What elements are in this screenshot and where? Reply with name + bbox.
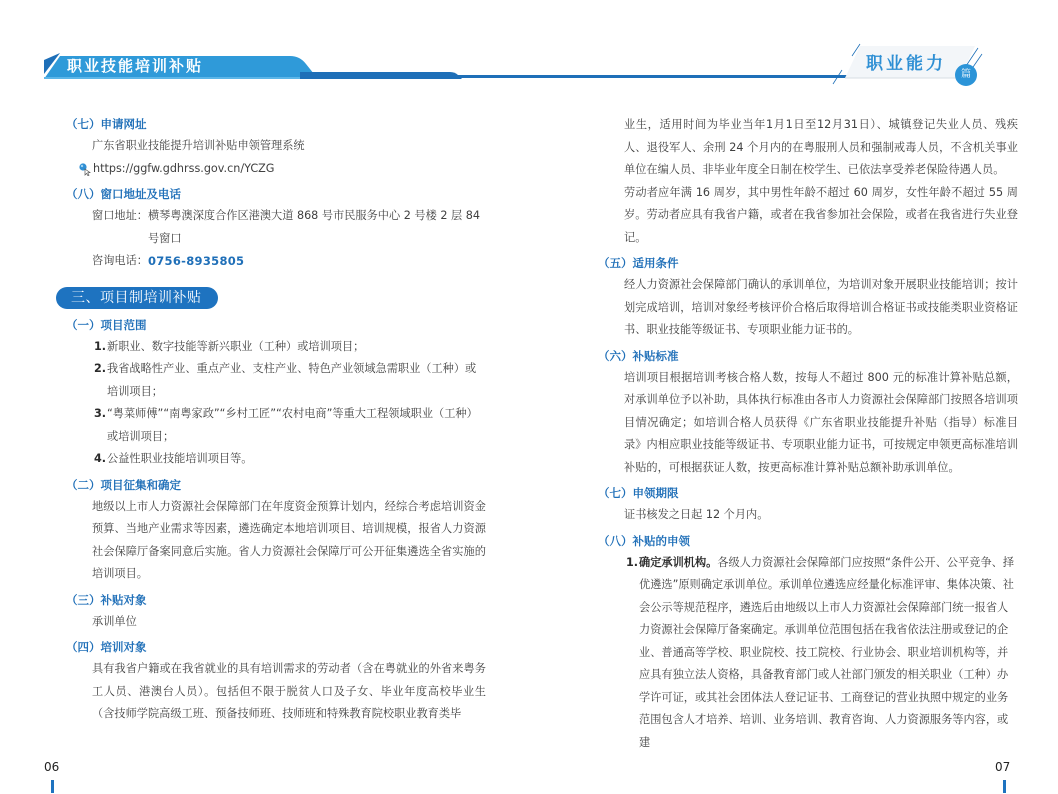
- chapter-badge: 篇: [955, 64, 977, 86]
- page-header-banner: [0, 0, 1058, 100]
- chapter-pill-project-training-subsidy: 三、项目制培训补贴: [56, 287, 218, 309]
- phone-row: [66, 250, 486, 273]
- address-value: 横琴粤澳深度合作区港澳大道 868 号市民服务中心 2 号楼 2 层 84 号窗口: [147, 209, 480, 245]
- list-item: [598, 552, 1018, 755]
- age-requirement-text: 劳动者应年满 16 周岁，其中男性年龄不超过 60 周岁，女性年龄不超过 55 周岁。劳动者应具有我省户籍，或者在我省参加社会保险，或者在我省进行失业登记。: [624, 185, 1018, 244]
- heading-applicable-conditions: （五）适用条件: [598, 256, 679, 270]
- page-number-right: 07: [995, 760, 1011, 774]
- list-number: 2.: [94, 362, 107, 375]
- phone-number: 0756-8935805: [147, 254, 245, 268]
- heading-application-period: （七）申领期限: [598, 486, 679, 500]
- application-url-link[interactable]: https://ggfw.gdhrss.gov.cn/YCZG: [93, 161, 275, 175]
- list-item: [66, 448, 486, 471]
- subsidy-standard-text: 培训项目根据培训考核合格人数，按每人不超过 800 元的标准计算补贴总额，对承训单位予以补助，具体执行标准由各市人力资源社会保障部门按照各培训项目情况确定；如培训合格人员获得《广东省职业技能提升补贴（指导）标准目录》内相应职业技能等级证书、专项职业能力证书，可按规定申领更高标准培训补贴的，可根据获证人数，按更高标准计算补贴总额补助承训单位。: [624, 370, 1018, 474]
- list-item: [66, 336, 486, 359]
- chapter-tab-title: 职业能力: [866, 54, 946, 74]
- list-number: 1.: [626, 555, 639, 569]
- list-number: 3.: [94, 407, 107, 420]
- page-marker-right: [1003, 780, 1006, 793]
- project-collection-text: 地级以上市人力资源社会保障部门在年度资金预算计划内，经综合考虑培训资金预算、当地产业需求等因素，遴选确定本地培训项目、培训规模，报省人力资源社会保障厅备案同意后实施。省人力资源社会保障厅可公开征集遴选全省实施的培训项目。: [92, 499, 486, 580]
- address-row: [66, 205, 486, 250]
- training-target-text: 具有我省户籍或在我省就业的具有培训需求的劳动者（含在粤就业的外省来粤务工人员、港澳台人员）。包括但不限于脱贫人口及子女、毕业年度高校毕业生（含技师学院高级工班、预备技师班、技师班和特殊教育院校职业教育类毕: [92, 662, 486, 720]
- page-number-left: 06: [44, 760, 60, 774]
- application-period-text: 证书核发之日起 12 个月内。: [624, 508, 769, 521]
- heading-window-address: （八）窗口地址及电话: [66, 187, 181, 201]
- right-page-content: [598, 114, 1018, 754]
- subsidy-target-text: 承训单位: [92, 614, 137, 628]
- heading-subsidy-target: （三）补贴对象: [66, 592, 147, 607]
- url-line: [66, 158, 486, 181]
- heading-project-scope: （一）项目范围: [66, 317, 147, 332]
- phone-label: 咨询电话：: [92, 254, 148, 267]
- applicable-conditions-text: 经人力资源社会保障部门确认的承训单位，为培训对象开展职业技能培训；按计划完成培训，培训对象经考核评价合格后取得培训合格证书或技能类职业资格证书、职业技能等级证书、专项职业能力证书的。: [624, 278, 1018, 336]
- section-banner-title: 职业技能培训补贴: [67, 57, 204, 75]
- list-item: [66, 403, 486, 448]
- address-label: 窗口地址：: [92, 209, 148, 222]
- list-text: [639, 552, 1018, 755]
- heading-training-target: （四）培训对象: [66, 640, 147, 654]
- list-item-body: 各级人力资源社会保障部门应按照“条件公开、公平竞争、择优遴选”原则确定承训单位。承训单位遴选应经量化标准评审、集体决策、社会公示等规范程序，遴选后由地级以上市人力资源社会保障部门统一报省人力资源社会保障厅备案确定。承训单位范围包括在我省依法注册或登记的企业、普通高等学校、职业院校、技工院校、行业协会、职业培训机构等，并应具有独立法人资格，具备教育部门或人社部门颁发的相关职业（工种）办学许可证，或其社会团体法人登记证书、工商登记的营业执照中规定的业务范围包含人才培养、培训、业务培训、教育咨询、人力资源服务等内容，或建: [639, 555, 1015, 749]
- list-item: [66, 358, 486, 403]
- heading-subsidy-standard: （六）补贴标准: [598, 348, 679, 363]
- list-number: 1.: [94, 339, 107, 353]
- list-text: “粤菜师傅”“南粤家政”“乡村工匠”“农村电商”等重大工程领域职业（工种）或培训项目；: [107, 407, 478, 443]
- list-text: 新职业、数字技能等新兴职业（工种）或培训项目；: [107, 339, 365, 353]
- list-number: 4.: [94, 452, 107, 465]
- heading-application-url: （七）申请网址: [66, 117, 147, 131]
- list-text: 我省战略性产业、重点产业、支柱产业、特色产业领域急需职业（工种）或培训项目；: [107, 362, 477, 398]
- heading-subsidy-application: （八）补贴的申领: [598, 533, 690, 548]
- heading-project-collection: （二）项目征集和确定: [66, 477, 181, 492]
- system-name: 广东省职业技能提升培训补贴申领管理系统: [92, 139, 305, 152]
- list-item-lead: 确定承训机构。: [639, 555, 718, 569]
- header-banner-shape: [0, 0, 1058, 100]
- page-marker-left: [51, 780, 54, 793]
- left-page-content: [66, 114, 486, 726]
- list-text: 公益性职业技能培训项目等。: [107, 452, 253, 465]
- training-target-continued: 业生，适用时间为毕业当年1月1日至12月31日）、城镇登记失业人员、残疾人、退役军人、余刑 24 个月内的在粤服刑人员和强制戒毒人员，不含机关事业单位在编人员、非毕业年度全日制在校学生、已依法享受养老保险待遇人员。: [624, 118, 1018, 176]
- link-cursor-icon: [78, 162, 92, 176]
